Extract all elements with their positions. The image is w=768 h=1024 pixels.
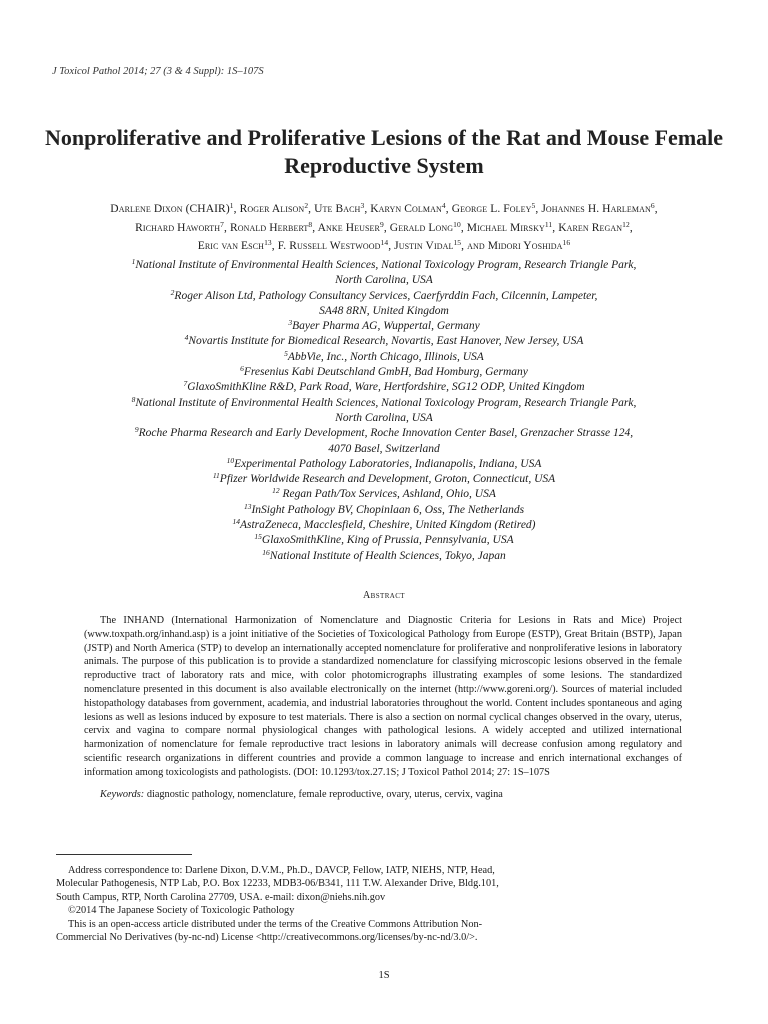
- journal-reference: J Toxicol Pathol 2014; 27 (3 & 4 Suppl): 1S–107S: [52, 66, 264, 77]
- keywords-label: Keywords:: [100, 789, 145, 800]
- affiliation-line: $^5$AbbVie, Inc., North Chicago, Illinois, USA: [284, 348, 484, 363]
- affiliation-line: $^{15}$GlaxoSmithKline, King of Prussia, Pennsylvania, USA: [254, 532, 514, 547]
- affiliation-line: $^9$Roche Pharma Research and Early Development, Roche Innovation Center Basel, Grenzacher Strasse 124,: [134, 425, 634, 440]
- article-title: Nonproliferative and Proliferative Lesions of the Rat and Mouse Female Reproductive System: [44, 125, 724, 178]
- author-name: and Midori Yoshida$^{16}$: [467, 238, 571, 252]
- affiliation-line: $^{14}$AstraZeneca, Macclesfield, Cheshire, United Kingdom (Retired): [232, 517, 536, 532]
- footnote-divider: [56, 854, 192, 855]
- author-list: Darlene Dixon (CHAIR)$^1$, Roger Alison$^2$, Ute Bach$^3$, Karyn Colman$^4$, George L. Foley$^5$, Johannes H. Harleman$^6$, Richard Haworth$^7$, Ronald Herbert$^8$, Anke Heuser$^9$, Gerald Long$^{10}$, Michael Mirsky$^{11}$, Karen Regan$^{12}$, Eric van Esch$^{13}$, F. Russell Westwood$^{14}$, Justin Vidal$^{15}$, and Midori Yoshida$^{16}$: [110, 201, 658, 252]
- author-name: Anke Heuser$^9$: [317, 219, 384, 234]
- author-name: F. Russell Westwood$^{14}$: [277, 238, 389, 252]
- affiliation-line: $^7$GlaxoSmithKline R&D, Park Road, Ware, Hertfordshire, SG12 ODP, United Kingdom: [183, 379, 585, 394]
- footnote-line: ©2014 The Japanese Society of Toxicologic Pathology: [68, 905, 295, 917]
- page-number: 1S: [378, 970, 390, 981]
- affiliation-line: $^1$National Institute of Environmental Health Sciences, National Toxicology Program, Research Triangle Park,: [131, 257, 637, 271]
- author-name: Karen Regan$^{12}$: [558, 219, 630, 234]
- footnote-line: Molecular Pathogenesis, NTP Lab, P.O. Box 12233, MDB3-06/B341, 111 T.W. Alexander Drive, Bldg.101,: [56, 878, 499, 890]
- affiliation-list: [60, 258, 708, 564]
- author-name: Johannes H. Harleman$^6$: [541, 201, 655, 215]
- footnote-line: This is an open-access article distributed under the terms of the Creative Commons Attribution Non-: [68, 918, 483, 930]
- affiliation-line: SA48 8RN, United Kingdom: [319, 304, 449, 317]
- author-name: Ute Bach$^3$: [314, 201, 365, 215]
- author-name: Darlene Dixon (CHAIR)$^1$: [110, 201, 234, 215]
- author-name: Eric van Esch$^{13}$: [197, 238, 272, 252]
- affiliation-line: $^{10}$Experimental Pathology Laboratories, Indianapolis, Indiana, USA: [226, 455, 542, 470]
- abstract-heading: Abstract: [363, 590, 405, 601]
- author-name: Karyn Colman$^4$: [370, 201, 446, 215]
- keywords: [100, 788, 682, 802]
- affiliation-line: $^{16}$National Institute of Health Sciences, Tokyo, Japan: [262, 547, 506, 562]
- footnote-line: South Campus, RTP, North Carolina 27709, USA. e-mail: dixon@niehs.nih.gov: [56, 891, 386, 903]
- abstract-body: The INHAND (International Harmonization of Nomenclature and Diagnostic Criteria for Lesions in Rats and Mice) Project (www.toxpath.org/inhand.asp) is a joint initiative of the Societies of Toxicological Pathology from Europe (ESTP), Great Britain (BSTP), Japan (JSTP) and North America (STP) to develop an internationally accepted nomenclature for proliferative and nonproliferative lesions in laboratory animals. The purpose of this publication is to provide a standardized nomenclature for classifying microscopic lesions observed in the female reproductive tract of laboratory rats and mice, with color photomicrographs illustrating examples of some lesions. The standardized nomenclature presented in this document is also available electronically on the internet (http://www.goreni.org/). Sources of material included histopathology databases from government, academia, and industrial laboratories throughout the world. Content includes spontaneous and aging lesions as well as lesions induced by exposure to test materials. There is also a section on normal cyclical changes observed in the ovary, uterus, cervix and vagina to compare normal physiological changes with pathological lesions. A widely accepted and utilized international harmonization of nomenclature for female reproductive tract lesions in laboratory animals will decrease confusion among regulatory and scientific research organizations in different countries and provide a common language to increase and enrich international exchanges of information among toxicologists and pathologists. (DOI: 10.1293/tox.27.1S; J Toxicol Pathol 2014; 27: 1S–107S: [84, 615, 682, 778]
- author-name: Roger Alison$^2$: [239, 201, 309, 215]
- footnote-line: Commercial No Derivatives (by-nc-nd) License <http://creativecommons.org/licenses/by-nc-nd/3.0/>.: [56, 932, 478, 944]
- author-name: Richard Haworth$^7$: [135, 219, 225, 234]
- affiliation-line: $^6$Fresenius Kabi Deutschland GmbH, Bad Homburg, Germany: [240, 364, 528, 379]
- affiliation-line: $^{12}$ Regan Path/Tox Services, Ashland, Ohio, USA: [272, 486, 496, 501]
- footnotes: [56, 864, 696, 944]
- author-name: George L. Foley$^5$: [451, 201, 536, 215]
- author-name: Gerald Long$^{10}$: [389, 219, 461, 234]
- affiliation-line: North Carolina, USA: [335, 411, 433, 424]
- affiliation-line: $^{13}$InSight Pathology BV, Chopinlaan 6, Oss, The Netherlands: [243, 501, 525, 516]
- affiliation-line: $^8$National Institute of Environmental Health Sciences, National Toxicology Program, Research Triangle Park,: [131, 394, 637, 409]
- affiliation-line: $^{11}$Pfizer Worldwide Research and Development, Groton, Connecticut, USA: [212, 471, 556, 486]
- author-name: Ronald Herbert$^8$: [229, 219, 313, 234]
- footnote-line: Address correspondence to: Darlene Dixon, D.V.M., Ph.D., DAVCP, Fellow, IATP, NIEHS, NTP, Head,: [68, 865, 495, 876]
- author-name: Justin Vidal$^{15}$: [394, 238, 462, 252]
- author-name: Michael Mirsky$^{11}$: [466, 219, 553, 234]
- affiliation-line: $^2$Roger Alison Ltd, Pathology Consultancy Services, Caerfyrddin Fach, Cilcennin, Lampeter,: [170, 287, 598, 302]
- affiliation-line: North Carolina, USA: [335, 274, 433, 287]
- keywords-text: diagnostic pathology, nomenclature, female reproductive, ovary, uterus, cervix, vagina: [146, 789, 503, 800]
- affiliation-line: $^3$Bayer Pharma AG, Wuppertal, Germany: [288, 318, 480, 333]
- affiliation-line: 4070 Basel, Switzerland: [328, 442, 440, 455]
- affiliation-line: $^4$Novartis Institute for Biomedical Research, Novartis, East Hanover, New Jersey, USA: [184, 333, 584, 348]
